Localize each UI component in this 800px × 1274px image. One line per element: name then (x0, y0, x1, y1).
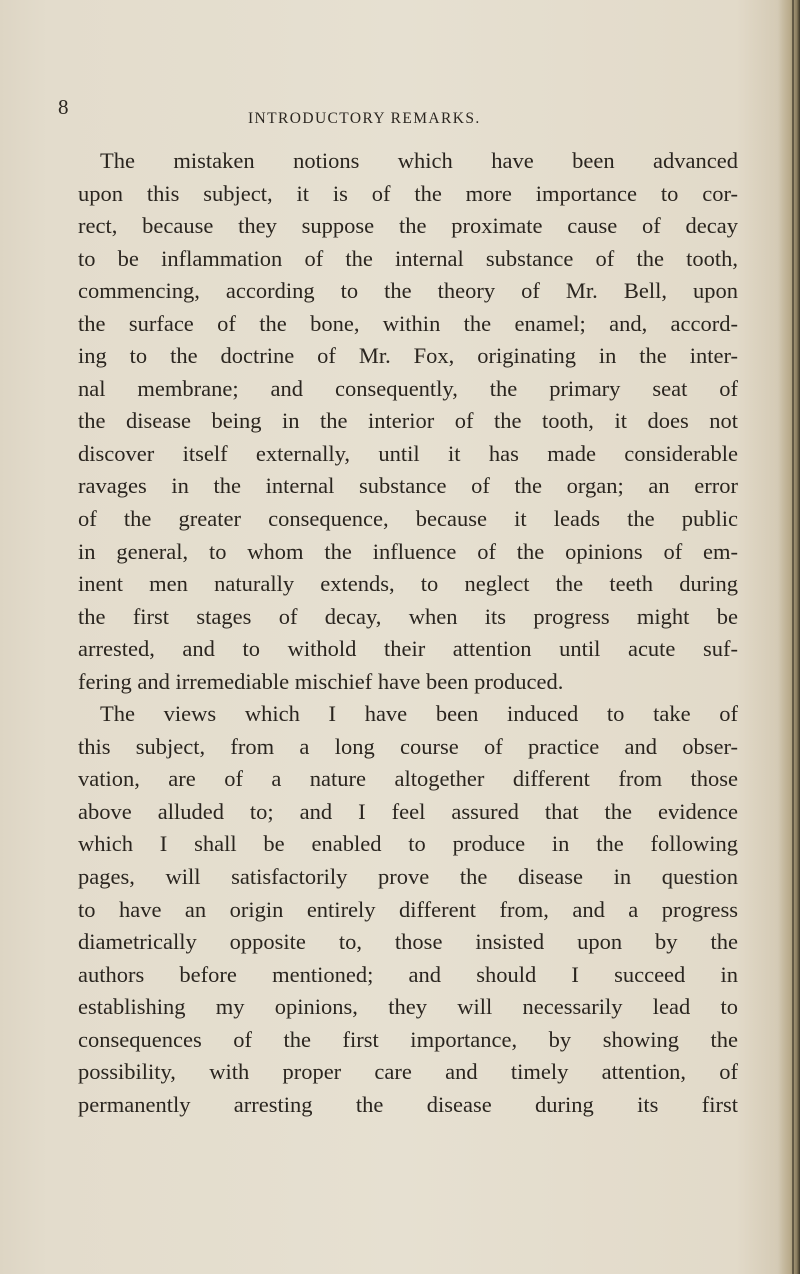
paragraph-2 (78, 698, 738, 1121)
text-line: The views which I have been induced to take of (100, 701, 738, 727)
body-text (78, 145, 738, 1121)
text-line: the surface of the bone, within the enamel; and, accord- (78, 310, 738, 336)
text-line: pages, will satisfactorily prove the disease in question (78, 864, 738, 890)
text-line: in general, to whom the influence of the opinions of em- (78, 538, 738, 564)
text-line: possibility, with proper care and timely attention, of (78, 1059, 738, 1085)
text-line: ing to the doctrine of Mr. Fox, originating in the inter- (78, 343, 738, 369)
text-line: the disease being in the interior of the tooth, it does not (78, 408, 738, 434)
text-line: authors before mentioned; and should I succeed in (78, 961, 738, 987)
text-line: upon this subject, it is of the more importance to cor- (78, 180, 738, 206)
text-line: rect, because they suppose the proximate cause of decay (78, 213, 738, 239)
text-line: arrested, and to withold their attention until acute suf- (78, 636, 738, 662)
text-line: commencing, according to the theory of Mr. Bell, upon (78, 278, 738, 304)
paragraph-1 (78, 145, 738, 698)
text-line: diametrically opposite to, those insisted upon by the (78, 929, 738, 955)
text-line: the first stages of decay, when its progress might be (78, 603, 738, 629)
page-number: 8 (58, 95, 69, 119)
page-binding-line (792, 0, 794, 1274)
text-line: this subject, from a long course of practice and obser- (78, 733, 738, 759)
text-line: of the greater consequence, because it leads the public (78, 506, 738, 532)
text-line: to be inflammation of the internal substance of the tooth, (78, 245, 738, 271)
text-line: to have an origin entirely different from, and a progress (78, 896, 738, 922)
page-header (0, 95, 800, 133)
text-line: vation, are of a nature altogether different from those (78, 766, 738, 792)
text-line: above alluded to; and I feel assured that the evidence (78, 798, 738, 824)
running-head: INTRODUCTORY REMARKS. (248, 110, 481, 127)
text-line: discover itself externally, until it has made considerable (78, 440, 738, 466)
text-line: fering and irremediable mischief have been produced. (78, 668, 564, 694)
text-line: The mistaken notions which have been advanced (100, 148, 738, 173)
page-edge-shadow (778, 0, 800, 1274)
text-line: inent men naturally extends, to neglect the teeth during (78, 571, 738, 597)
text-line: nal membrane; and consequently, the primary seat of (78, 375, 738, 401)
text-line: consequences of the first importance, by showing the (78, 1026, 738, 1052)
text-line: permanently arresting the disease during its first (78, 1091, 738, 1117)
text-line: which I shall be enabled to produce in the following (78, 831, 738, 857)
text-line: ravages in the internal substance of the organ; an error (78, 473, 738, 499)
text-line: establishing my opinions, they will necessarily lead to (78, 994, 738, 1020)
